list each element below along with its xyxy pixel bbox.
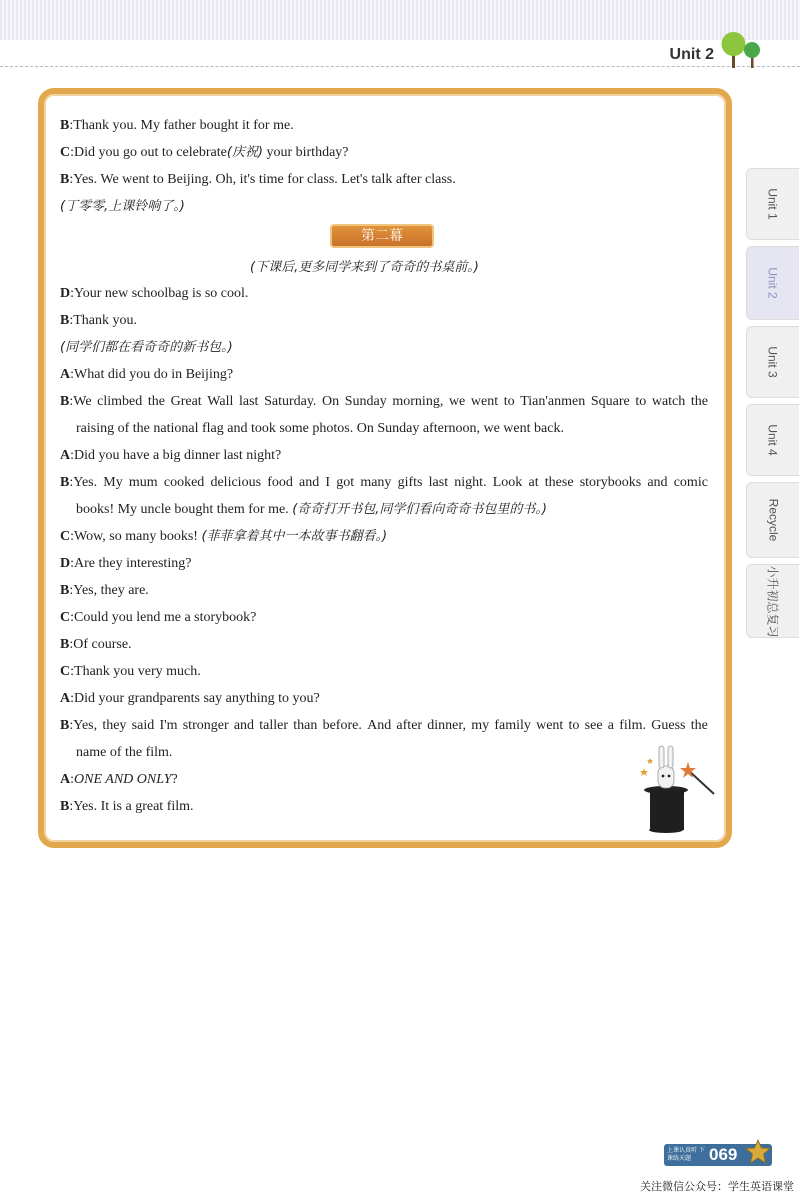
- dialogue-line: D:Your new schoolbag is so cool.: [60, 286, 249, 301]
- tab-unit-3[interactable]: Unit 3: [746, 326, 799, 398]
- stage-direction: (丁零零,上课铃响了。): [60, 199, 185, 214]
- unit-header-title: Unit 2: [669, 46, 714, 63]
- header-rule: [0, 66, 800, 67]
- act-title: 第二幕: [332, 226, 432, 246]
- dialogue-line-continued: raising of the national flag and took some photos. On Sunday afternoon, we went back.: [76, 421, 564, 436]
- dialogue-line: B:Yes. It is a great film.: [60, 799, 194, 814]
- dialogue-line: B:We climbed the Great Wall last Saturday. On Sunday morning, we went to Tian'anmen Square to watch the: [60, 394, 708, 409]
- tab-recycle[interactable]: Recycle: [746, 482, 799, 558]
- dialogue-line-continued: books! My uncle bought them for me. (奇奇打开书包,同学们看向奇奇书包里的书。): [76, 502, 547, 517]
- tab-unit-2[interactable]: Unit 2: [746, 246, 799, 320]
- dialogue-line: A:ONE AND ONLY?: [60, 772, 178, 787]
- dialogue-line: B:Thank you.: [60, 313, 137, 328]
- dialogue-line: B:Yes, they are.: [60, 583, 149, 598]
- dialogue-line: B:Thank you. My father bought it for me.: [60, 118, 294, 133]
- tab-final-review[interactable]: 小升初总复习: [746, 564, 799, 638]
- dialogue-line: D:Are they interesting?: [60, 556, 192, 571]
- tab-unit-4[interactable]: Unit 4: [746, 404, 799, 476]
- badge-slogan: 上课认真听 下课练天题: [667, 1147, 705, 1162]
- tree-icon: [718, 30, 764, 70]
- stage-direction: (同学们都在看奇奇的新书包。): [60, 340, 233, 355]
- dialogue-line: B:Yes. We went to Beijing. Oh, it's time for class. Let's talk after class.: [60, 172, 456, 187]
- dialogue-line: C:Wow, so many books! (菲菲拿着其中一本故事书翻看。): [60, 529, 388, 544]
- page-number: 069: [709, 1145, 738, 1164]
- wechat-note: 关注微信公众号：学生英语课堂: [640, 1180, 794, 1193]
- dialogue-line: C:Thank you very much.: [60, 664, 201, 679]
- top-decor-band: [0, 0, 800, 40]
- dialogue-line: A:Did you have a big dinner last night?: [60, 448, 282, 463]
- stage-direction: (下课后,更多同学来到了奇奇的书桌前。): [250, 260, 479, 275]
- magic-hat-rabbit-icon: [636, 744, 718, 834]
- dialogue-line: A:What did you do in Beijing?: [60, 367, 234, 382]
- dialogue-line: B:Yes. My mum cooked delicious food and I got many gifts last night. Look at these storybooks and comic: [60, 475, 708, 490]
- dialogue-line: A:Did your grandparents say anything to you?: [60, 691, 320, 706]
- dialogue-line-continued: name of the film.: [76, 745, 173, 760]
- dialogue-line: B:Of course.: [60, 637, 132, 652]
- dialogue-line: C:Did you go out to celebrate(庆祝) your birthday?: [60, 145, 349, 160]
- star-icon: [744, 1138, 772, 1166]
- tab-unit-1[interactable]: Unit 1: [746, 168, 799, 240]
- dialogue-line: C:Could you lend me a storybook?: [60, 610, 257, 625]
- dialogue-line: B:Yes, they said I'm stronger and taller than before. And after dinner, my family went to see a film. Guess the: [60, 718, 708, 733]
